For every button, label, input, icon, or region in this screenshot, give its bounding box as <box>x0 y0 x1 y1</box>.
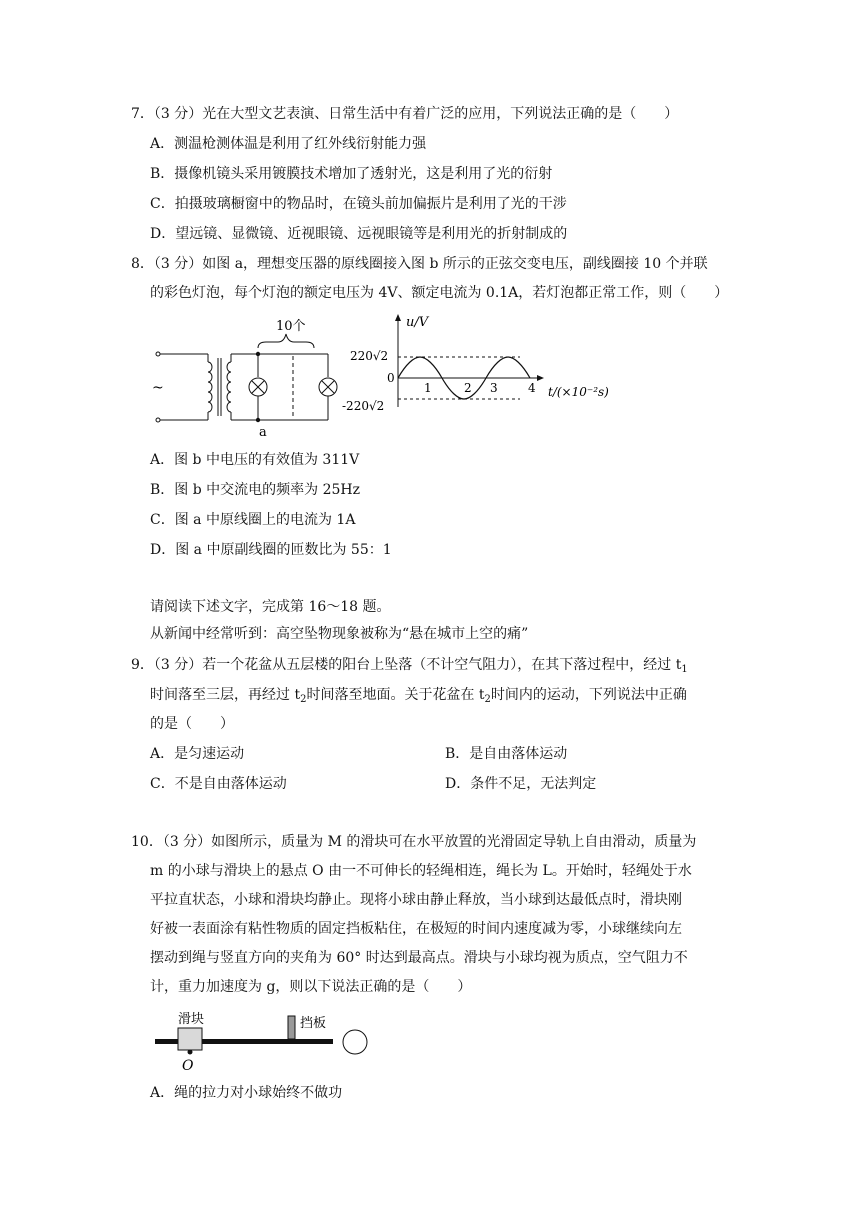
q8-option-d: D．图 a 中原副线圈的匝数比为 55：1 <box>150 542 392 558</box>
q7-option-d: D．望远镜、显微镜、近视眼镜、远视眼镜等是利用光的折射制成的 <box>150 226 568 242</box>
x-tick-4: 4 <box>528 381 536 395</box>
reading-text: 从新闻中经常听到：高空坠物现象被称为“悬在城市上空的痛” <box>150 626 529 642</box>
q10-line5: 摆动到绳与竖直方向的夹角为 60° 时达到最高点。滑块与小球均视为质点，空气阻力不 <box>150 950 688 966</box>
ac-source-tilde: ~ <box>152 380 164 396</box>
stop-plate-label: 挡板 <box>300 1016 327 1031</box>
q9-stem-line1: 9．（3 分）若一个花盆从五层楼的阳台上坠落（不计空气阻力），在其下落过程中，经过 $t_1$ <box>131 657 688 675</box>
q8-stem-line2: 的彩色灯泡，每个灯泡的额定电压为 4V、额定电流为 0.1A，若灯泡都正常工作，则（ ） <box>150 285 729 301</box>
q10-line6: 计，重力加速度为 g，则以下说法正确的是（ ） <box>150 979 472 995</box>
x-tick-2: 2 <box>464 381 472 395</box>
q9-stem-line2: 时间落至三层，再经过 $t_2$时间落至地面。关于花盆在 $t_2$时间内的运动，下列说法中正确 <box>150 687 687 705</box>
x-tick-3: 3 <box>490 381 498 395</box>
q10-line1: 10．（3 分）如图所示，质量为 M 的滑块可在水平放置的光滑固定导轨上自由滑动，质量为 <box>131 834 697 850</box>
y-axis-label: u/V <box>406 315 429 330</box>
figure-a-label: a <box>259 425 267 440</box>
slider-label: 滑块 <box>178 1012 205 1027</box>
q9-stem-line3: 的是（ ） <box>150 716 234 732</box>
lamp-count-label: 10个 <box>276 319 306 334</box>
q9-option-a: A．是匀速运动 <box>150 746 245 762</box>
q7-option-a: A．测温枪测体温是利用了红外线衍射能力强 <box>150 136 427 152</box>
q10-line3: 平拉直状态，小球和滑块均静止。现将小球由静止释放，当小球到达最低点时，滑块刚 <box>150 892 682 908</box>
q7-stem: 7．（3 分）光在大型文艺表演、日常生活中有着广泛的应用，下列说法正确的是（ ） <box>131 106 679 122</box>
q9-option-d: D．条件不足，无法判定 <box>445 776 597 792</box>
q7-option-b: B．摄像机镜头采用镀膜技术增加了透射光，这是利用了光的衍射 <box>150 166 553 182</box>
y-tick-zero: 0 <box>387 371 395 385</box>
q10-option-a: A．绳的拉力对小球始终不做功 <box>150 1085 343 1101</box>
q8-option-c: C．图 a 中原线圈上的电流为 1A <box>150 512 356 528</box>
pivot-o-label: O <box>182 1058 194 1074</box>
q8-figure-b-graph <box>340 312 620 412</box>
y-tick-top: 220√2 <box>350 349 389 363</box>
reading-instruction: 请阅读下述文字，完成第 16～18 题。 <box>150 599 391 615</box>
q8-figure-a-circuit <box>148 312 348 442</box>
x-axis-label: t/(×10⁻²s) <box>548 385 609 399</box>
q10-figure <box>150 1008 380 1074</box>
q10-line4: 好被一表面涂有粘性物质的固定挡板粘住，在极短的时间内速度减为零，小球继续向左 <box>150 921 682 937</box>
q7-option-c: C．拍摄玻璃橱窗中的物品时，在镜头前加偏振片是利用了光的干涉 <box>150 196 567 212</box>
q10-line2: m 的小球与滑块上的悬点 O 由一不可伸长的轻绳相连，绳长为 L。开始时，轻绳处于水 <box>150 863 692 879</box>
q9-option-b: B．是自由落体运动 <box>445 746 568 762</box>
y-tick-bottom: -220√2 <box>342 399 385 412</box>
q8-stem-line1: 8．（3 分）如图 a，理想变压器的原线圈接入图 b 所示的正弦交变电压，副线圈接 10 个并联 <box>131 256 708 272</box>
x-tick-1: 1 <box>424 381 432 395</box>
q8-option-b: B．图 b 中交流电的频率为 25Hz <box>150 482 360 498</box>
q8-option-a: A．图 b 中电压的有效值为 311V <box>150 452 360 468</box>
q9-option-c: C．不是自由落体运动 <box>150 776 287 792</box>
